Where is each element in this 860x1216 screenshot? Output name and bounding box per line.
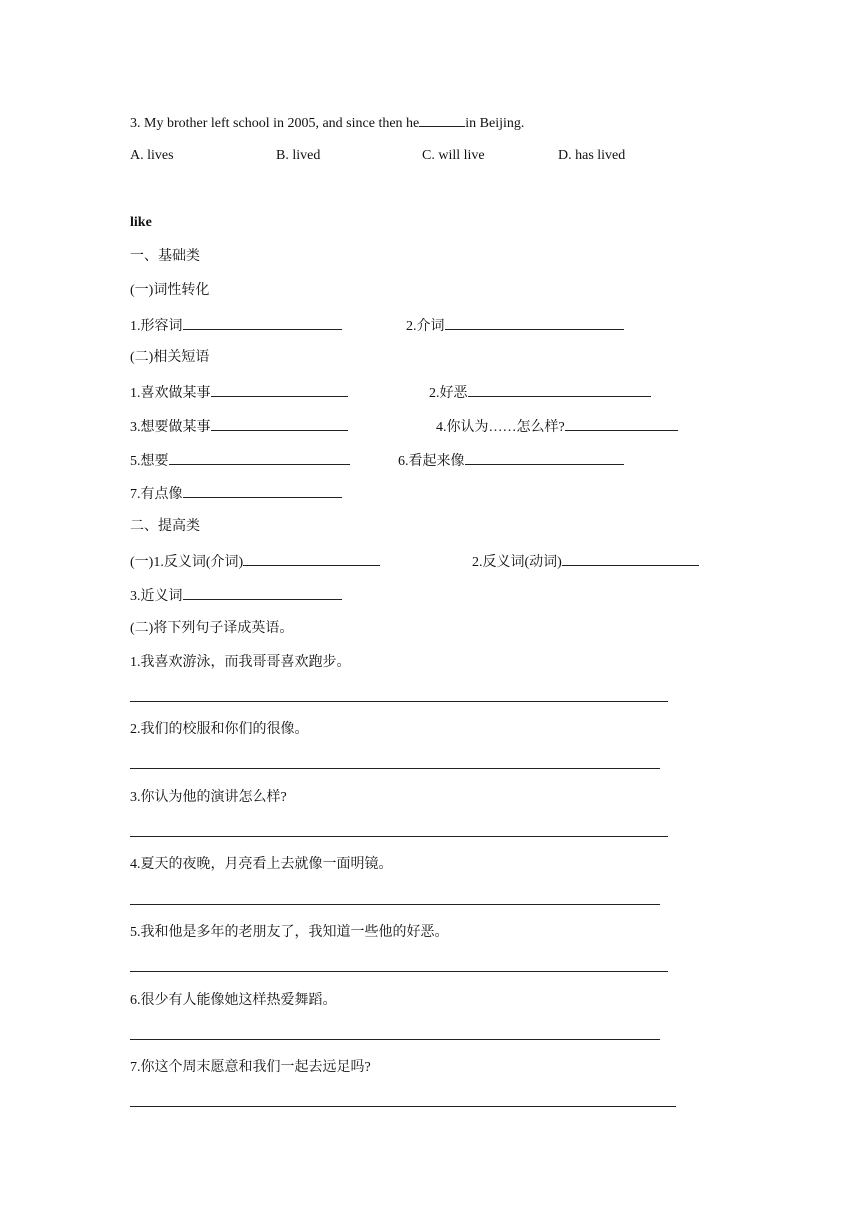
phrase-4 [436,417,678,437]
antonym-preposition-label: (一)1.反义词(介词) [130,555,244,570]
answer-line-4[interactable] [130,904,660,905]
item-adjective [130,316,342,336]
sentence-2: 2.我们的校服和你们的很像。 [130,722,309,737]
phrase-5 [130,451,350,471]
phrase-1-label: 1.喜欢做某事 [130,386,211,401]
mc-question [130,113,524,133]
item-adjective-blank[interactable] [183,316,342,330]
mc-option-c: C. will live [422,148,485,163]
part1-sub2-heading: (二)相关短语 [130,350,210,365]
sentence-6: 6.很少有人能像她这样热爱舞蹈。 [130,993,337,1008]
phrase-2-label: 2.好恶 [429,386,468,401]
phrase-2-blank[interactable] [468,383,651,397]
antonym-preposition [130,552,380,572]
item-preposition-blank[interactable] [445,316,624,330]
phrase-5-label: 5.想要 [130,454,169,469]
answer-line-2[interactable] [130,768,660,769]
part2-sub2-heading: (二)将下列句子译成英语。 [130,621,294,636]
answer-line-6[interactable] [130,1039,660,1040]
phrase-1 [130,383,348,403]
answer-line-7[interactable] [130,1106,676,1107]
antonym-verb-label: 2.反义词(动词) [472,555,562,570]
phrase-3-blank[interactable] [211,417,348,431]
phrase-7-blank[interactable] [183,484,342,498]
answer-line-5[interactable] [130,971,668,972]
sentence-5: 5.我和他是多年的老朋友了，我知道一些他的好恶。 [130,925,449,940]
phrase-6-label: 6.看起来像 [398,454,465,469]
phrase-3-label: 3.想要做某事 [130,420,211,435]
mc-question-text-before: 3. My brother left school in 2005, and since then he [130,116,420,131]
item-adjective-label: 1.形容词 [130,319,183,334]
phrase-2 [429,383,651,403]
item-preposition-label: 2.介词 [406,319,445,334]
part1-sub1-heading: (一)词性转化 [130,283,210,298]
phrase-4-label: 4.你认为……怎么样? [436,420,565,435]
synonym-blank[interactable] [183,586,342,600]
antonym-verb [472,552,699,572]
synonym-label: 3.近义词 [130,589,183,604]
part2-heading: 二、提高类 [130,519,200,534]
synonym [130,586,342,606]
antonym-preposition-blank[interactable] [243,552,380,566]
mc-question-text-after: in Beijing. [465,116,525,131]
antonym-verb-blank[interactable] [562,552,699,566]
phrase-7-label: 7.有点像 [130,487,183,502]
phrase-7 [130,484,342,504]
phrase-3 [130,417,348,437]
phrase-6-blank[interactable] [465,451,624,465]
mc-option-d: D. has lived [558,148,626,163]
sentence-7: 7.你这个周末愿意和我们一起去远足吗? [130,1060,371,1075]
part1-heading: 一、基础类 [130,249,200,264]
section-title: like [130,215,152,230]
sentence-1: 1.我喜欢游泳，而我哥哥喜欢跑步。 [130,655,351,670]
phrase-1-blank[interactable] [211,383,348,397]
phrase-4-blank[interactable] [565,417,678,431]
answer-line-3[interactable] [130,836,668,837]
phrase-5-blank[interactable] [169,451,350,465]
sentence-3: 3.你认为他的演讲怎么样? [130,790,287,805]
phrase-6 [398,451,624,471]
sentence-4: 4.夏天的夜晚，月亮看上去就像一面明镜。 [130,857,393,872]
answer-line-1[interactable] [130,701,668,702]
mc-option-b: B. lived [276,148,321,163]
item-preposition [406,316,624,336]
mc-answer-blank[interactable] [419,113,465,127]
mc-option-a: A. lives [130,148,174,163]
